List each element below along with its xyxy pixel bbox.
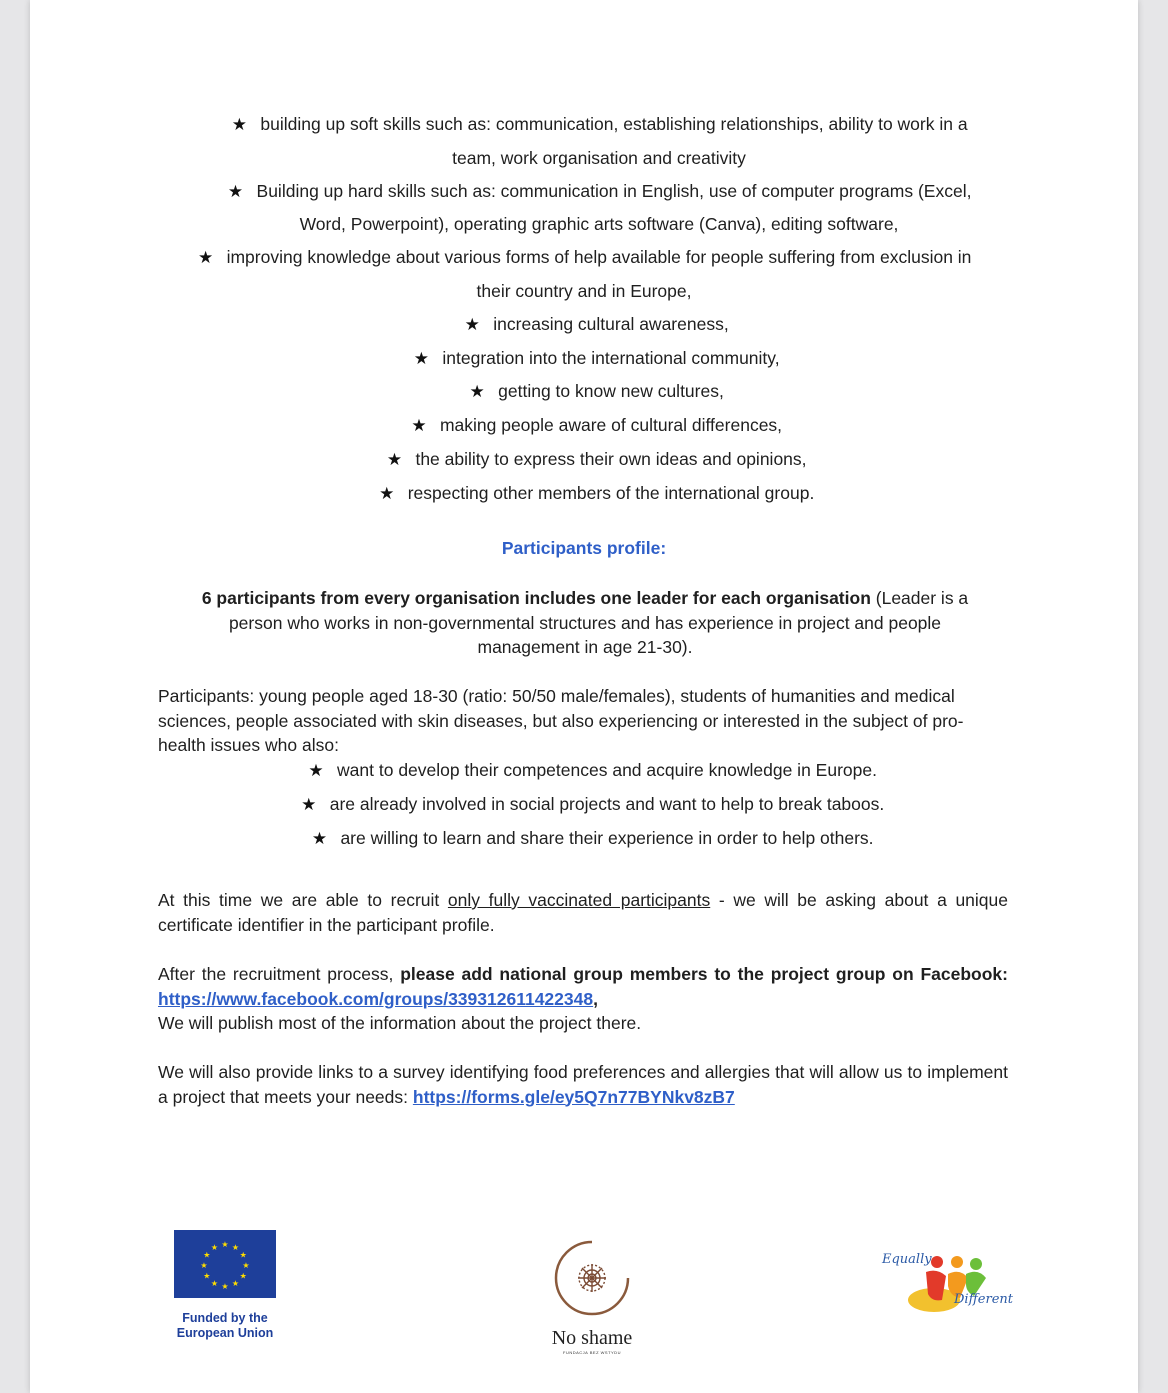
eu-caption: Funded by the European Union [176, 1311, 274, 1340]
star-bullet-icon: ★ [469, 382, 485, 402]
list-item: ★ increasing cultural awareness, [30, 308, 1138, 342]
equally-different-logo [882, 1250, 1012, 1320]
participants-profile-heading: Participants profile: [501, 538, 667, 558]
star-bullet-icon: ★ [197, 248, 214, 268]
list-item: ★ respecting other members of the international group. [30, 477, 1138, 511]
survey-link[interactable]: https://forms.gle/ey5Q7n77BYNkv8zB7 [412, 1086, 735, 1107]
skills-list [30, 108, 1138, 511]
equally-word: Equally [882, 1252, 932, 1267]
list-item: ★ want to develop their competences and acquire knowledge in Europe. [30, 754, 1138, 788]
svg-text:★: ★ [221, 1282, 229, 1291]
document-body [30, 0, 1138, 1393]
star-bullet-icon: ★ [231, 115, 248, 134]
svg-text:★: ★ [221, 1240, 229, 1249]
facebook-group-link[interactable]: https://www.facebook.com/groups/339312611422348 [158, 988, 594, 1009]
star-bullet-icon: ★ [227, 181, 244, 201]
document-page [30, 0, 1138, 1393]
lead-paragraph: 6 participants from every organisation includes one leader for each organisation (Leader is a person who works in non-governmental structures and has experience in project and people management in age 21-30). [201, 588, 969, 657]
no-shame-emblem-icon [542, 1238, 642, 1322]
no-shame-title: No shame [551, 1327, 633, 1349]
list-item: ★ integration into the international community, [30, 342, 1138, 376]
svg-text:★: ★ [203, 1250, 211, 1260]
vaccination-paragraph: At this time we are able to recruit only fully vaccinated participants - we will be asking about a unique certificate identifier in the participant profile. [158, 890, 1008, 935]
svg-text:★: ★ [231, 1279, 240, 1289]
eu-stars [174, 1230, 276, 1298]
eu-funding-logo [174, 1230, 276, 1341]
star-bullet-icon: ★ [308, 761, 324, 780]
list-item: ★ the ability to express their own ideas and opinions, [30, 443, 1138, 477]
star-bullet-icon: ★ [386, 449, 403, 469]
star-bullet-icon: ★ [379, 483, 395, 503]
survey-paragraph: We will also provide links to a survey identifying food preferences and allergies that will allow us to implement a project that meets your needs: https://forms.gle/ey5Q7n77BYNkv8zB7 [158, 1062, 1008, 1107]
different-word: Different [954, 1292, 1013, 1307]
star-bullet-icon: ★ [413, 348, 429, 368]
no-shame-logo [542, 1238, 642, 1355]
svg-text:★: ★ [242, 1261, 250, 1270]
participants-intro: Participants: young people aged 18-30 (ratio: 50/50 male/females), students of humanities and medical sciences, people associated with skin diseases, but also experiencing or interested in the subject of pro-health issues who also: [158, 686, 964, 755]
facebook-paragraph: After the recruitment process, please add national group members to the project group on Facebook: https://www.facebook.com/groups/339312611422348, We will publish most of the information about the project there. [158, 964, 1008, 1033]
list-item: ★ are already involved in social projects and want to help to break taboos. [30, 788, 1138, 822]
list-item: ★ making people aware of cultural differences, [30, 409, 1138, 443]
list-item: ★ getting to know new cultures, [30, 375, 1138, 409]
star-bullet-icon: ★ [464, 314, 480, 334]
list-item: ★ are willing to learn and share their experience in order to help others. [30, 822, 1138, 856]
list-item: ★ improving knowledge about various forms of help available for people suffering from exclusion in their country and in Europe, [30, 241, 1138, 308]
svg-text:★: ★ [200, 1261, 208, 1270]
svg-text:★: ★ [239, 1271, 247, 1281]
eu-flag-icon [174, 1230, 276, 1298]
svg-text:★: ★ [203, 1271, 211, 1281]
list-item: ★ building up soft skills such as: communication, establishing relationships, ability to work in a team, work organisation and creativity [30, 108, 1138, 175]
star-bullet-icon: ★ [311, 828, 328, 848]
participants-list [30, 754, 1138, 855]
svg-text:★: ★ [231, 1242, 240, 1252]
svg-text:★: ★ [210, 1242, 219, 1252]
list-item: ★ Building up hard skills such as: communication in English, use of computer programs (Excel, Word, Powerpoint), operating graphic arts software (Canva), editing software, [30, 175, 1138, 242]
svg-text:★: ★ [239, 1250, 247, 1260]
star-bullet-icon: ★ [411, 416, 427, 436]
no-shame-subtitle: FUNDACJA BEZ WSTYDU [563, 1350, 621, 1355]
svg-text:★: ★ [210, 1279, 219, 1289]
star-bullet-icon: ★ [301, 794, 317, 814]
